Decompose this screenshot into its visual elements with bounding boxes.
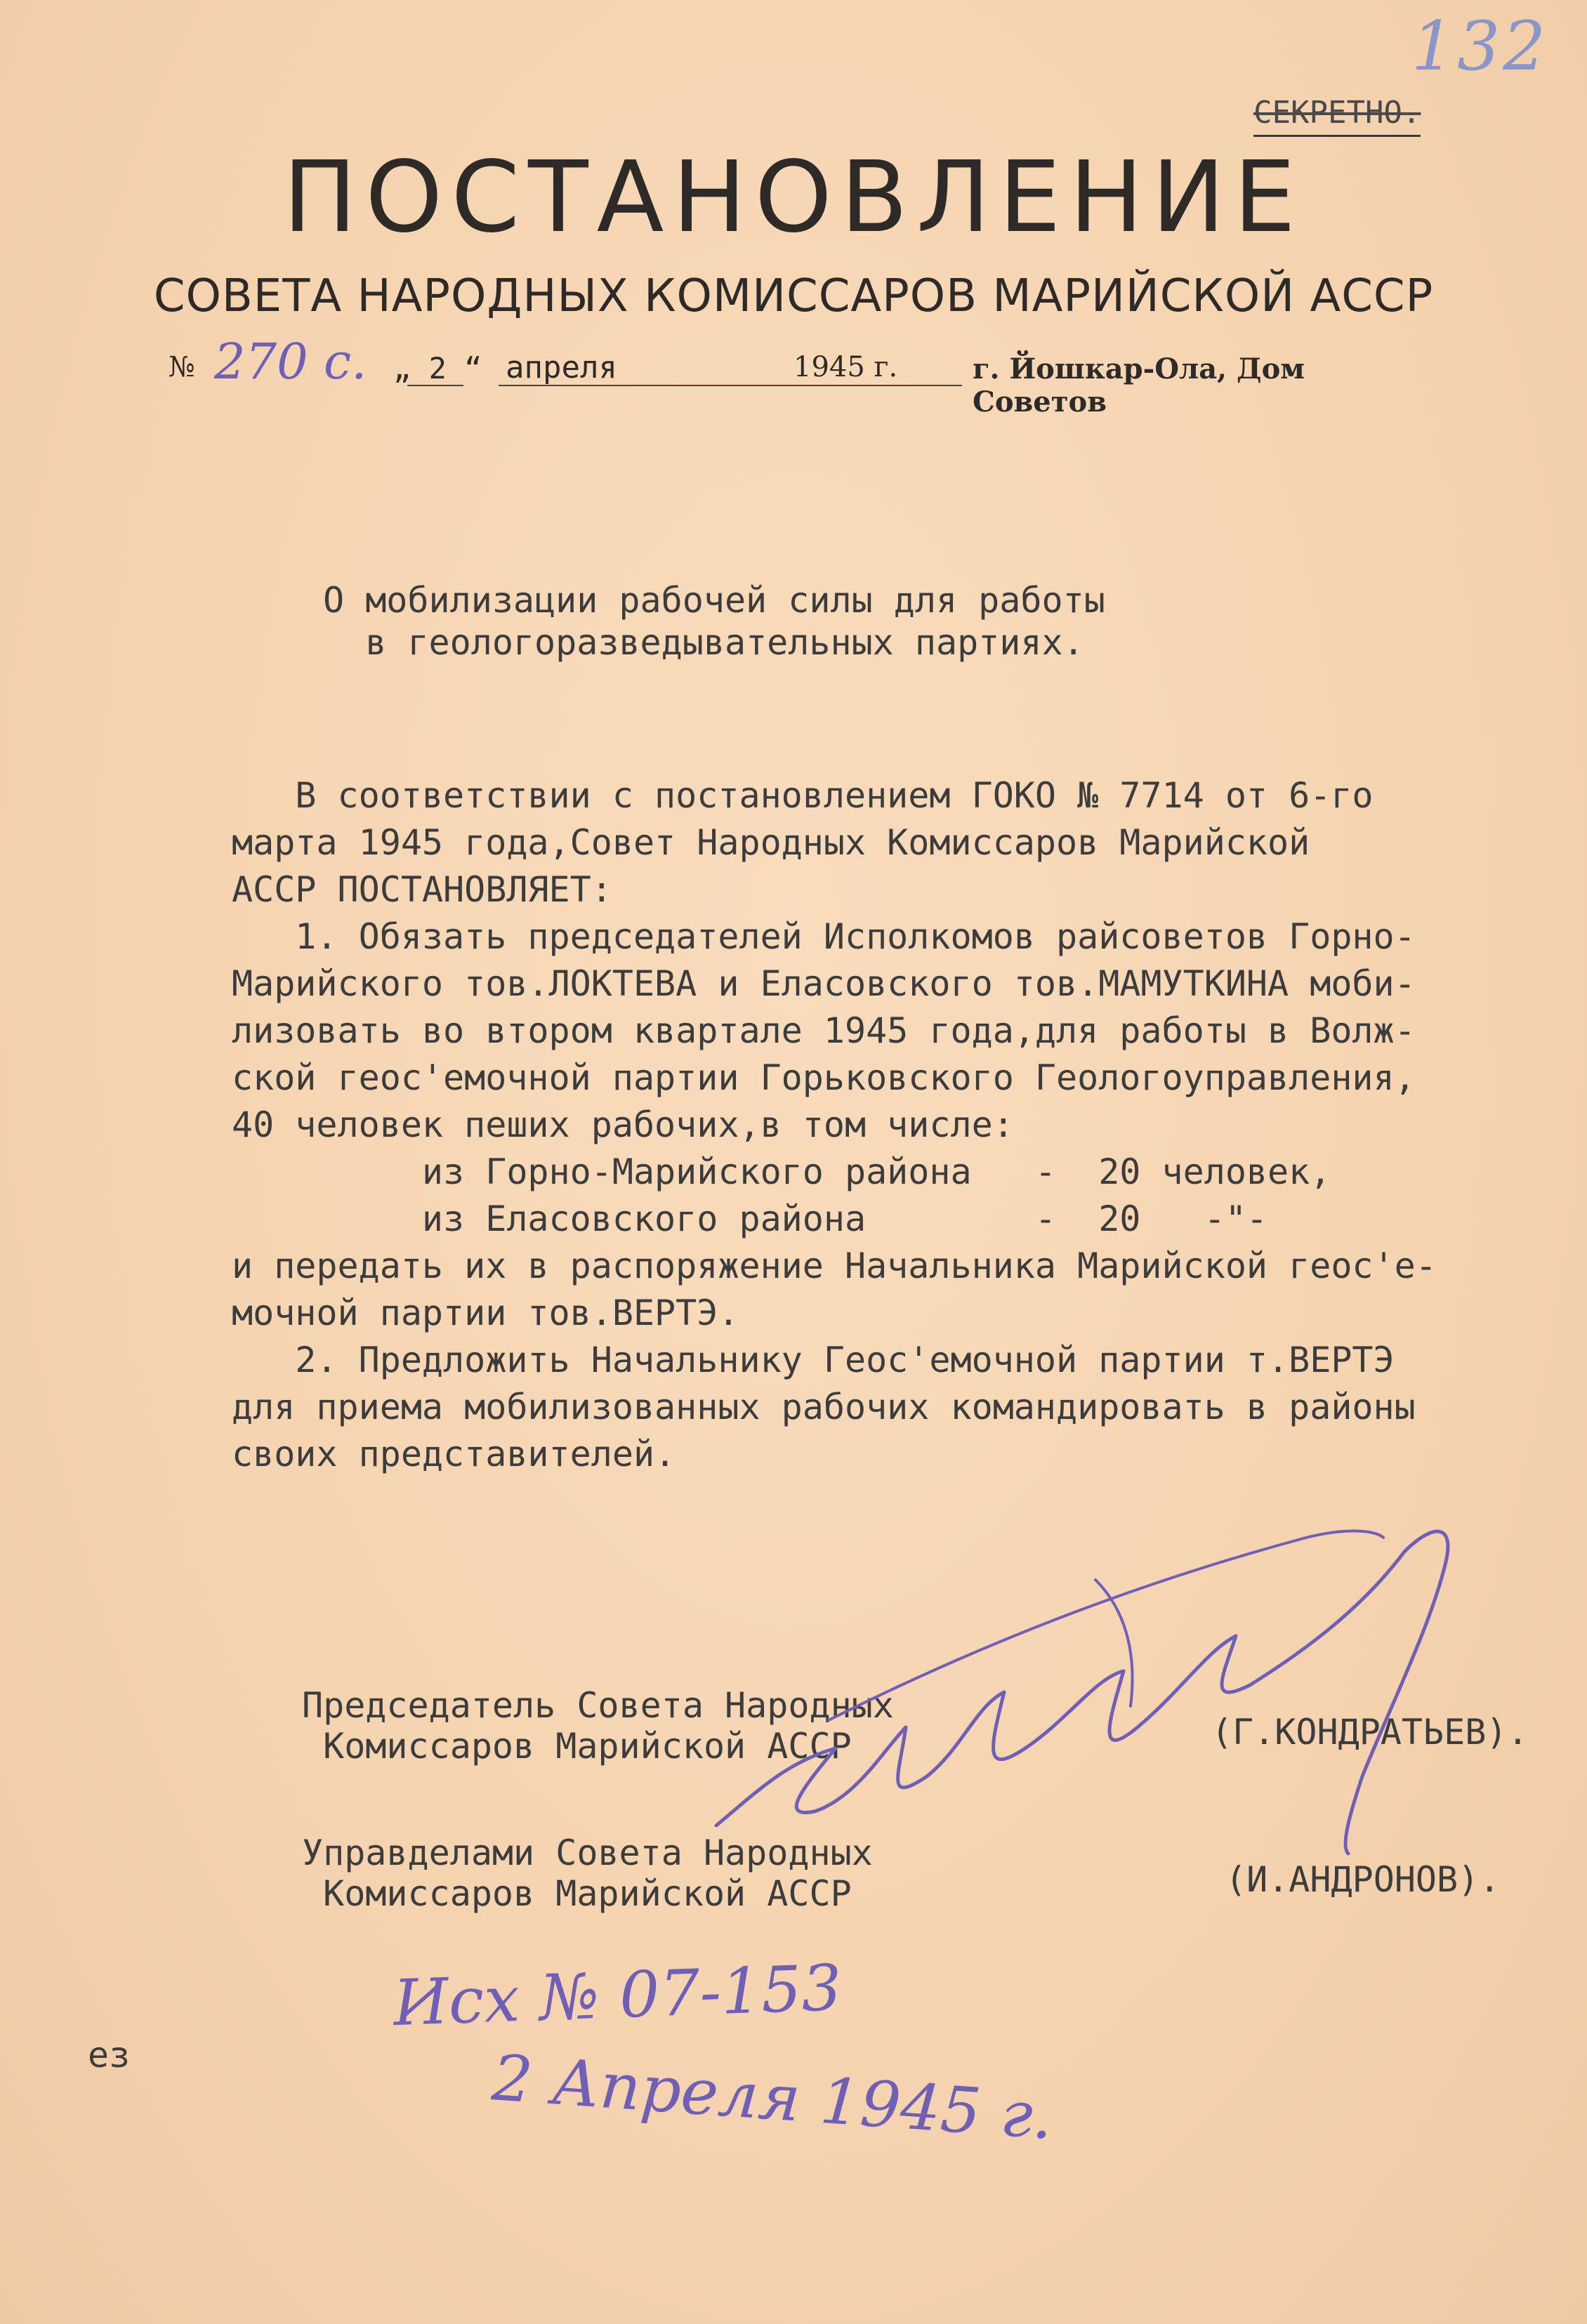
classification-mark: СЕКРЕТНО. (1253, 95, 1421, 137)
chair-title: Председатель Совета Народных Комиссаров Марийской АССР (302, 1685, 894, 1767)
document-subject: О мобилизации рабочей силы для работы в геологоразведывательных партиях. (323, 580, 1105, 663)
document-year: 1945 г. (794, 351, 898, 383)
outgoing-date-note: 2 Апреля 1945 г. (489, 2041, 1055, 2154)
day-underline (407, 385, 463, 386)
document-body: В соответствии с постановлением ГОКО № 7714 от 6-го марта 1945 года,Совет Народных Комиссаров Марийской АССР ПОСТАНОВЛЯЕТ: 1. Обязать председателей Исполкомов райсоветов Горно- Марийского тов.ЛОКТЕВА и Еласовского тов.МАМУТКИНА моби- лизовать во втором квартале 1945 года,для работы в Волж- ской геос'емочной партии Горьковского Геологоуправления, 40 человек пеших рабочих,в том числе: из Горно-Марийского района - 20 человек, из Еласовского района - 20 -"- и передать их в распоряжение Начальника Марийской геос'е- мочной партии тов.ВЕРТЭ. 2. Предложить Начальнику Геос'емочной партии т.ВЕРТЭ для приема мобилизованных рабочих командировать в районы своих представителей. (232, 775, 1437, 1474)
document-place: г. Йошкар-Ола, Дом Советов (973, 352, 1305, 418)
document-month: апреля (506, 350, 617, 385)
typist-initials: ез (88, 2035, 131, 2075)
archive-sheet-number: 132 (1411, 7, 1549, 86)
document-title: ПОСТАНОВЛЕНИЕ (282, 140, 1305, 255)
outgoing-number-note: Исх № 07-153 (392, 1950, 843, 2041)
number-label: № (169, 351, 195, 383)
document-number: 270 с. (214, 333, 367, 390)
registration-line (169, 333, 1433, 418)
admin-title: Управделами Совета Народных Комиссаров Марийской АССР (302, 1833, 873, 1914)
chair-name: (Г.КОНДРАТЬЕВ). (1211, 1712, 1529, 1752)
issuing-organization: СОВЕТА НАРОДНЫХ КОМИССАРОВ МАРИЙСКОЙ АССР (153, 270, 1434, 322)
handwritten-signature (674, 1496, 1517, 1861)
document-day: „ 2 “ (393, 351, 482, 385)
admin-name: (И.АНДРОНОВ). (1225, 1859, 1501, 1900)
